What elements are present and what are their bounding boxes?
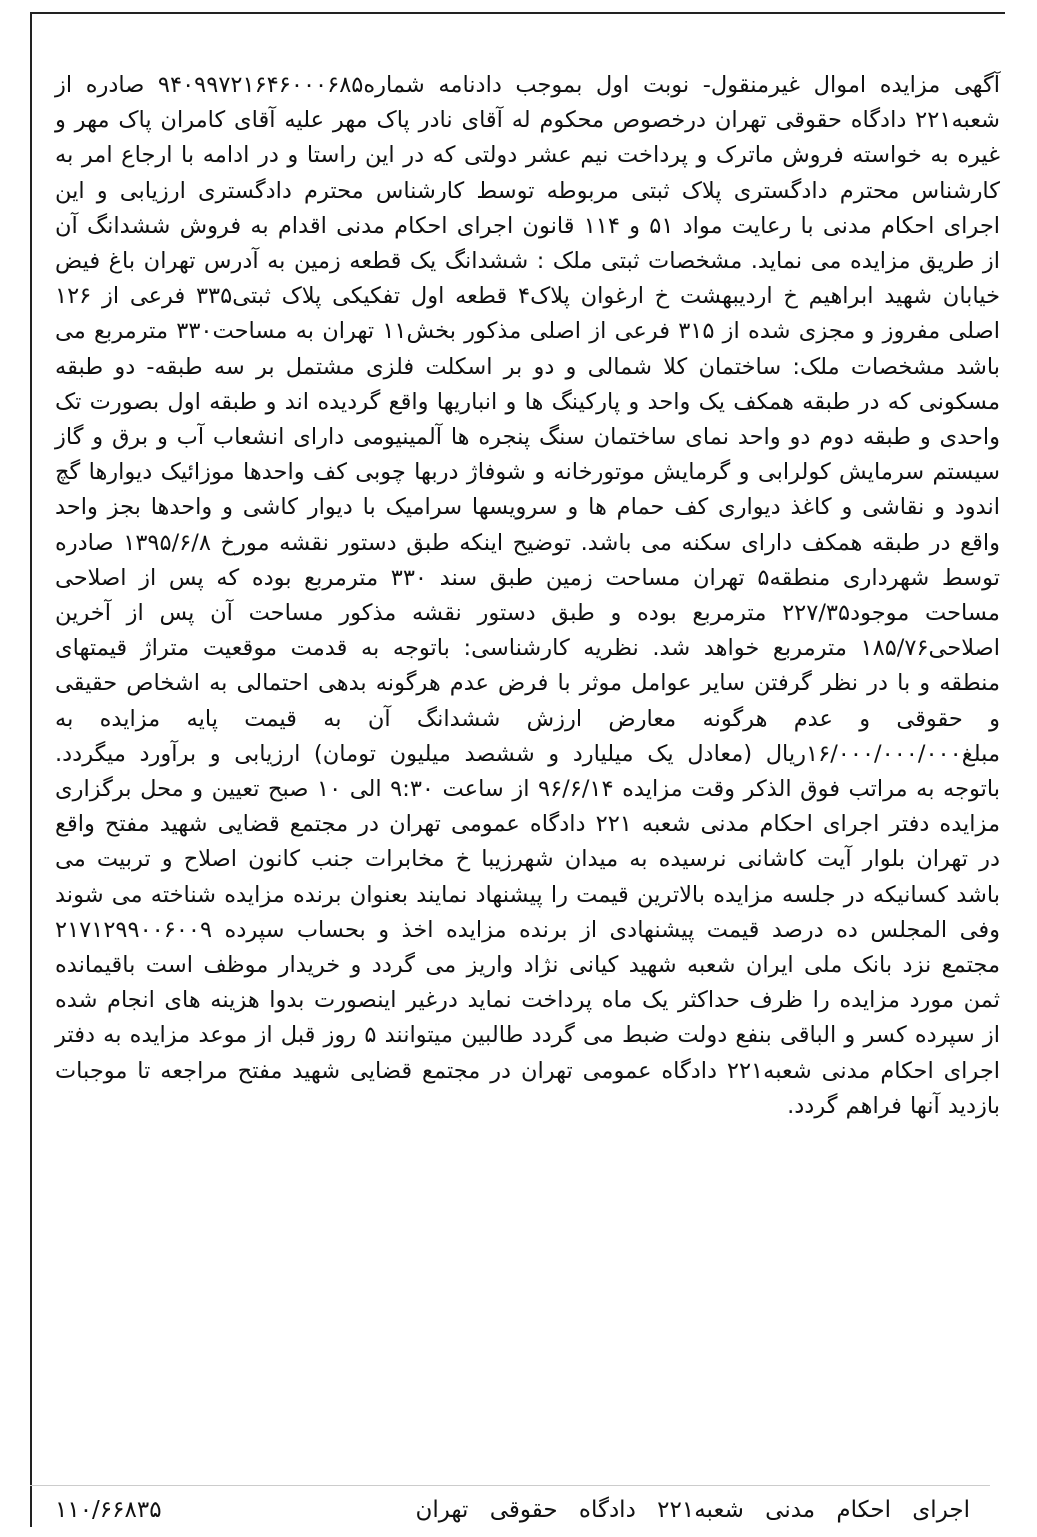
- reference-number: ۱۱۰/۶۶۸۳۵: [55, 1497, 162, 1523]
- issuing-court: اجرای احکام مدنی شعبه۲۲۱ دادگاه حقوقی تهران: [415, 1497, 970, 1523]
- notice-footer: [55, 1490, 970, 1530]
- footer-divider: [30, 1485, 990, 1486]
- auction-notice-text: آگهی مزایده اموال غیرمنقول- نوبت اول بموجب دادنامه شماره۹۴۰۹۹۷۲۱۶۴۶۰۰۰۶۸۵ صادره از شعبه۲۲۱ دادگاه حقوقی تهران درخصوص محکوم له آقای نادر پاک مهر علیه آقای کامران پاک مهر و غیره به خواسته فروش ماترک و پرداخت نیم عشر دولتی که در این راستا و در ادامه با ارجاع امر به کارشناس محترم دادگستری پلاک ثبتی مربوطه توسط کارشناس محترم دادگستری ارزیابی و این اجرای احکام مدنی با رعایت مواد ۵۱ و ۱۱۴ قانون اجرای احکام مدنی اقدام به فروش ششدانگ آن از طریق مزایده می نماید. مشخصات ثبتی ملک : ششدانگ یک قطعه زمین به آدرس تهران باغ فیض خیابان شهید ابراهیم خ اردیبهشت خ ارغوان پلاک۴ قطعه اول تفکیکی پلاک ثبتی۳۳۵ فرعی از ۱۲۶ اصلی مفروز و مجزی شده از ۳۱۵ فرعی از اصلی مذکور بخش۱۱ تهران به مساحت۳۳۰ مترمربع می باشد مشخصات ملک: ساختمان کلا شمالی و دو بر اسکلت فلزی مشتمل بر سه طبقه- دو طبقه مسکونی که در طبقه همکف یک واحد و پارکینگ ها و انباریها واقع گردیده اند و طبقه اول بصورت تک واحدی و طبقه دوم دو واحد نمای ساختمان سنگ پنجره ها آلمینیومی دارای انشعاب آب و برق و گاز سیستم سرمایش کولرابی و گرمایش موتورخانه و شوفاژ دربها چوبی کف واحدها موزائیک دیوارها گچ اندود و نقاشی و کاغذ دیواری کف حمام ها و سرویسها سرامیک با دیوار کاشی و واحدها بجز واحد واقع در طبقه همکف دارای سکنه می باشد. توضیح اینکه طبق دستور نقشه مورخ ۱۳۹۵/۶/۸ صادره توسط شهرداری منطقه۵ تهران مساحت زمین طبق سند ۳۳۰ مترمربع بوده که پس از اصلاحی مساحت موجود۲۲۷/۳۵ مترمربع بوده و طبق دستور نقشه مذکور مساحت آن پس از آخرین اصلاحی۱۸۵/۷۶ مترمربع خواهد شد. نظریه کارشناسی: باتوجه به قدمت موقعیت متراژ قیمتهای منطقه و با در نظر گرفتن سایر عوامل موثر با فرض عدم هرگونه بدهی احتمالی به اشخاص حقیقی و حقوقی و عدم هرگونه معارض ارزش ششدانگ آن به قیمت پایه مزایده به مبلغ۱۶/۰۰۰/۰۰۰/۰۰۰ریال (معادل یک میلیارد و ششصد میلیون تومان) ارزیابی و برآورد میگردد. باتوجه به مراتب فوق الذکر وقت مزایده ۹۶/۶/۱۴ از ساعت ۹:۳۰ الی ۱۰ صبح تعیین و محل برگزاری مزایده دفتر اجرای احکام مدنی شعبه ۲۲۱ دادگاه عمومی تهران در مجتمع قضایی شهید مفتح واقع در تهران بلوار آیت کاشانی نرسیده به میدان شهرزیبا خ مخابرات جنب کانون اصلاح و تربیت می باشد کسانیکه در جلسه مزایده بالاترین قیمت را پیشنهاد نمایند بعنوان برنده مزایده شناخته می شوند وفی المجلس ده درصد قیمت پیشنهادی از برنده مزایده اخذ و بحساب سپرده ۲۱۷۱۲۹۹۰۰۶۰۰۹ مجتمع نزد بانک ملی ایران شعبه شهید کیانی نژاد واریز می گردد و خریدار موظف است باقیمانده ثمن مورد مزایده را ظرف حداکثر یک ماه پرداخت نماید درغیر اینصورت بدوا هزینه های انجام شده از سپرده کسر و الباقی بنفع دولت ضبط می گردد طالبین میتوانند ۵ روز قبل از موعد مزایده به دفتر اجرای احکام مدنی شعبه۲۲۱ دادگاه عمومی تهران در مجتمع قضایی شهید مفتح مراجعه تا موجبات بازدید آنها فراهم گردد.: [55, 72, 1001, 1119]
